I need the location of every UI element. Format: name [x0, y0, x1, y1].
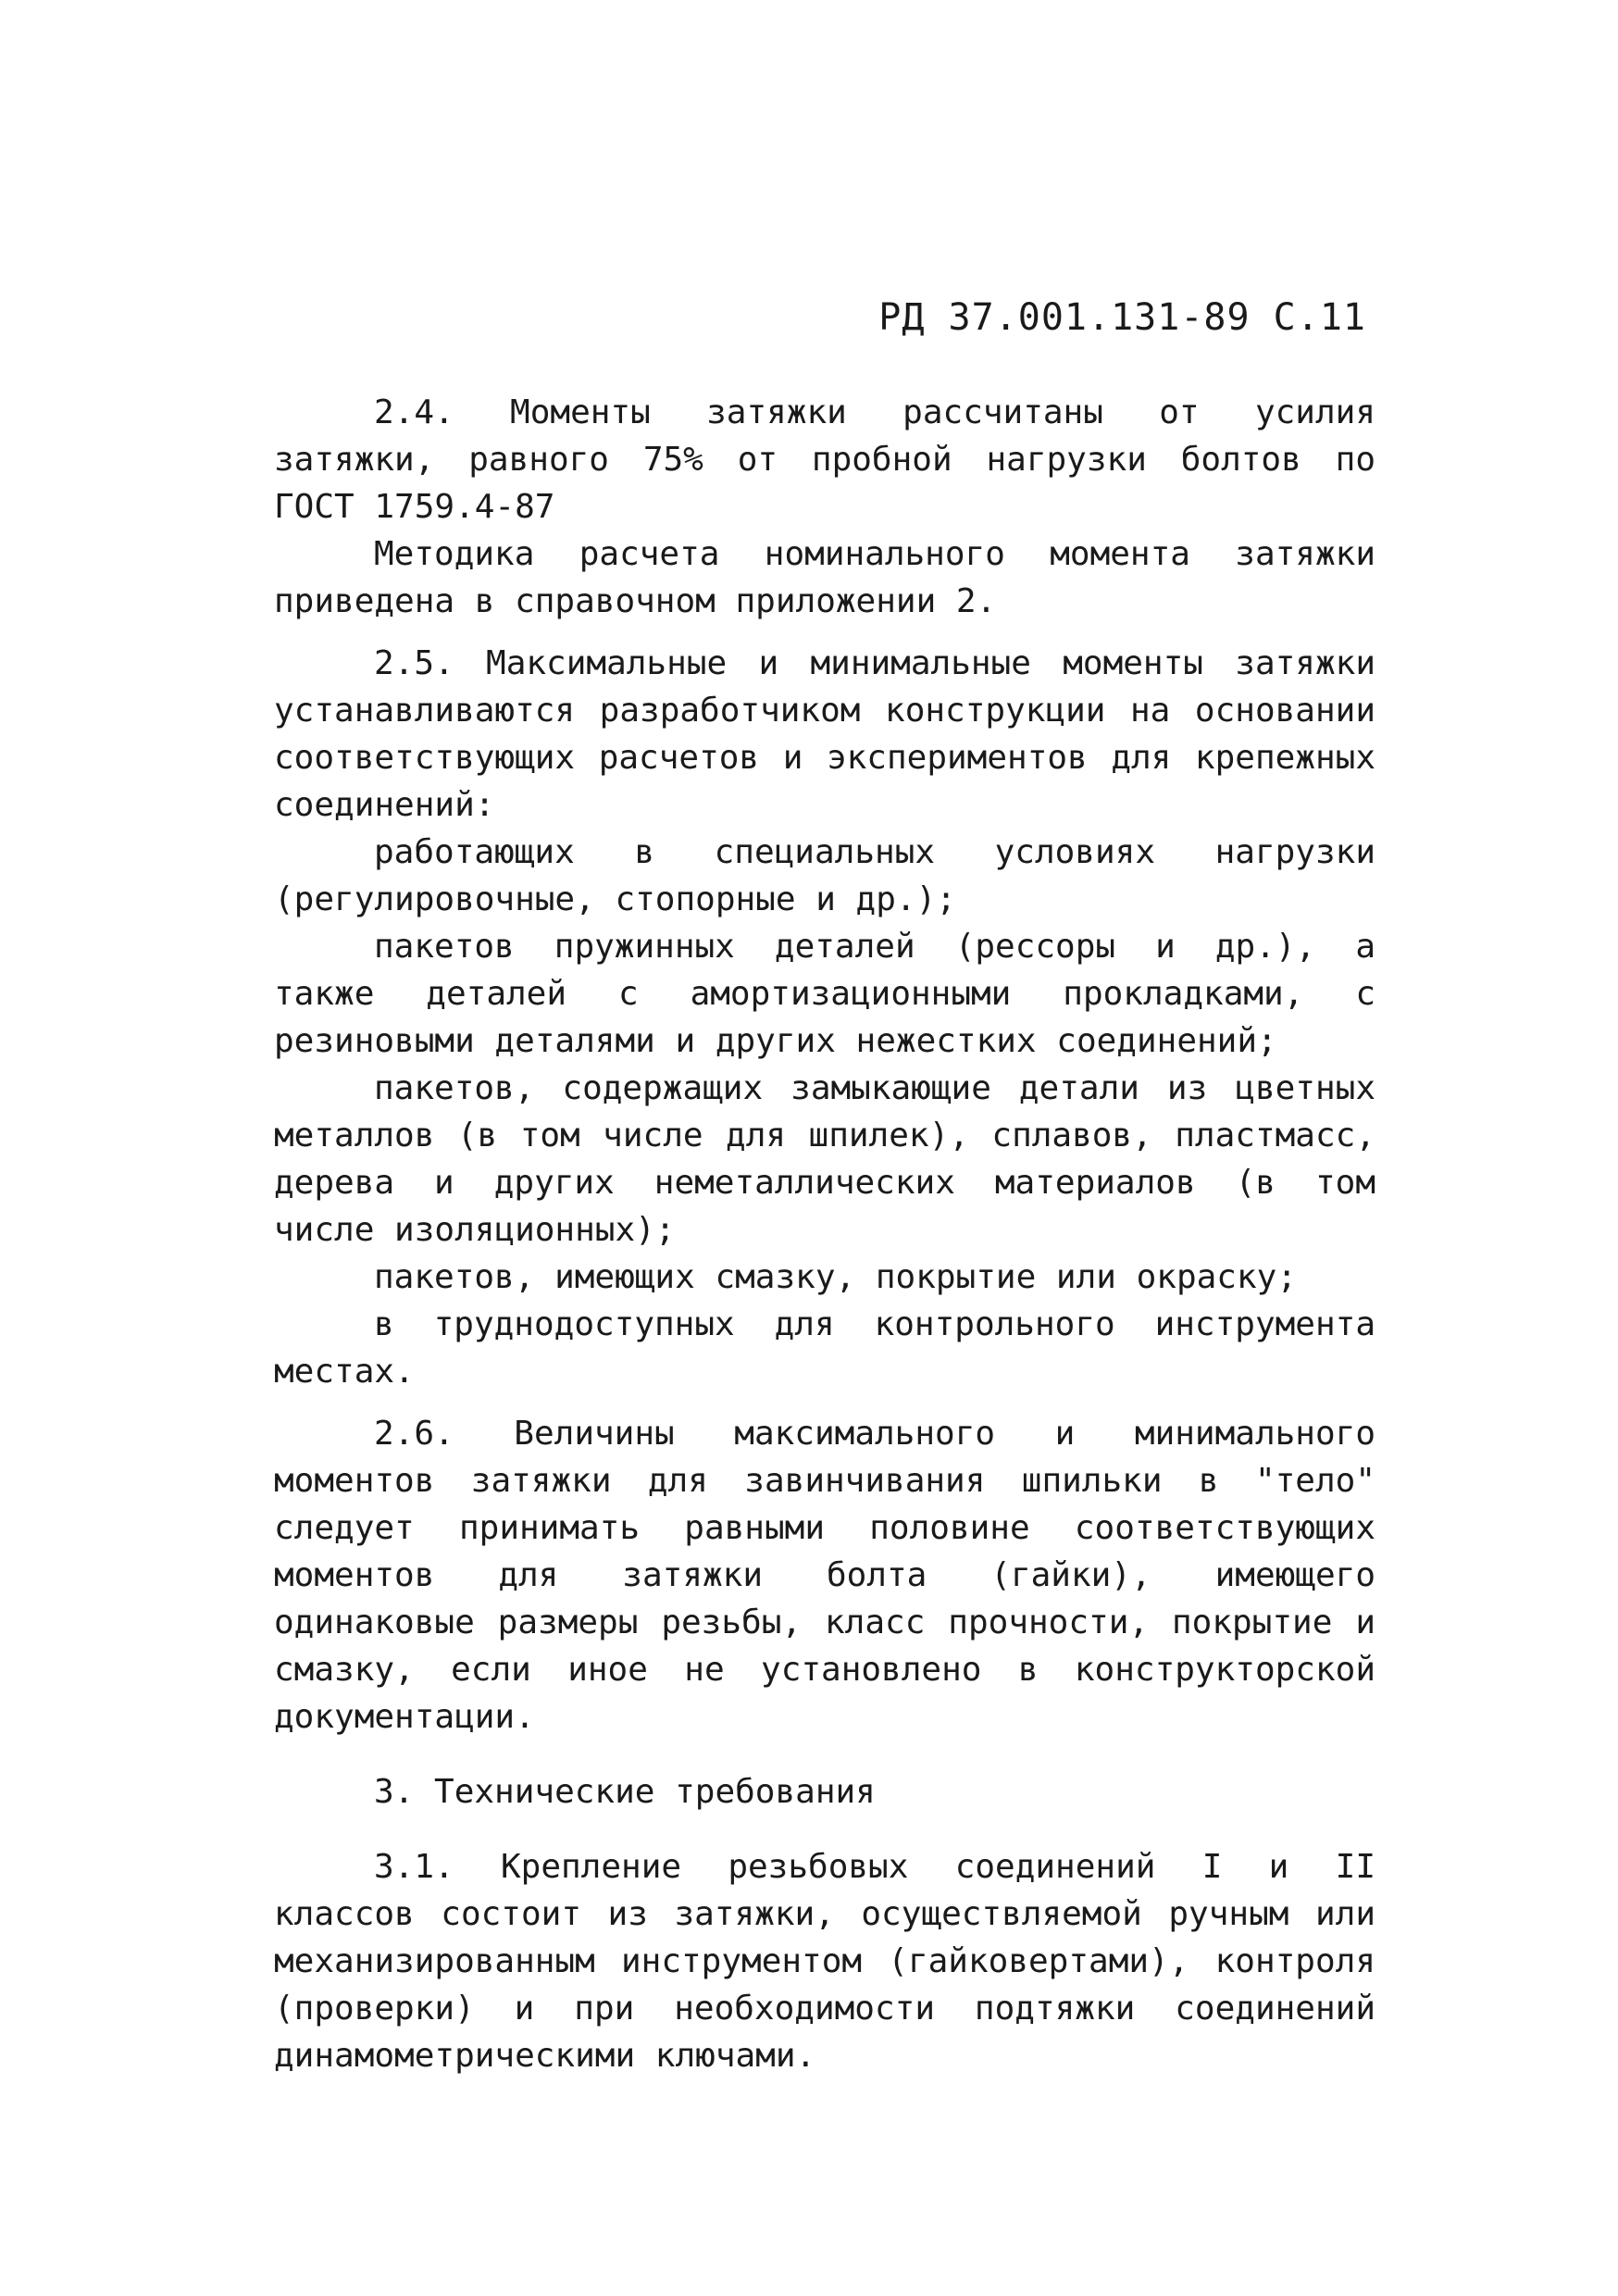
list-item: работающих в специальных условиях нагрузки (регулировочные, стопорные и др.);	[274, 833, 1375, 918]
document-body	[274, 389, 1375, 2079]
list-item: пакетов пружинных деталей (рессоры и др.), а также деталей с амортизационными прокладками, с резиновыми деталями и других нежестких соединений;	[274, 928, 1375, 1060]
paragraph-method-note: Методика расчета номинального момента затяжки приведена в справочном приложении 2.	[274, 535, 1375, 620]
list-item: в труднодоступных для контрольного инструмента местах.	[274, 1305, 1375, 1391]
list-item: пакетов, содержащих замыкающие детали из цветных металлов (в том числе для шпилек), сплавов, пластмасс, дерева и других неметаллических материалов (в том числе изоляционных);	[274, 1069, 1375, 1249]
paragraph-2-4: 2.4. Моменты затяжки рассчитаны от усилия затяжки, равного 75% от пробной нагрузки болтов по ГОСТ 1759.4-87	[274, 393, 1375, 526]
section-heading: 3. Технические требования	[374, 1773, 876, 1811]
paragraph-2-6: 2.6. Величины максимального и минимального моментов затяжки для завинчивания шпильки в "тело" следует принимать равными половине соответствующих моментов для затяжки болта (гайки), имеющего одинаковые размеры резьбы, класс прочности, покрытие и смазку, если иное не установлено в конструкторской документации.	[274, 1415, 1375, 1736]
paragraph-2-5: 2.5. Максимальные и минимальные моменты затяжки устанавливаются разработчиком конструкции на основании соответствующих расчетов и экспериментов для крепежных соединений:	[274, 644, 1375, 824]
document-header: РД 37.001.131-89 С.11	[878, 296, 1366, 339]
list-item: пакетов, имеющих смазку, покрытие или окраску;	[374, 1258, 1297, 1296]
paragraph-3-1: 3.1. Крепление резьбовых соединений I и II классов состоит из затяжки, осуществляемой ручным или механизированным инструментом (гайковертами), контроля (проверки) и при необходимости подтяжки соединений динамометрическими ключами.	[274, 1848, 1375, 2075]
